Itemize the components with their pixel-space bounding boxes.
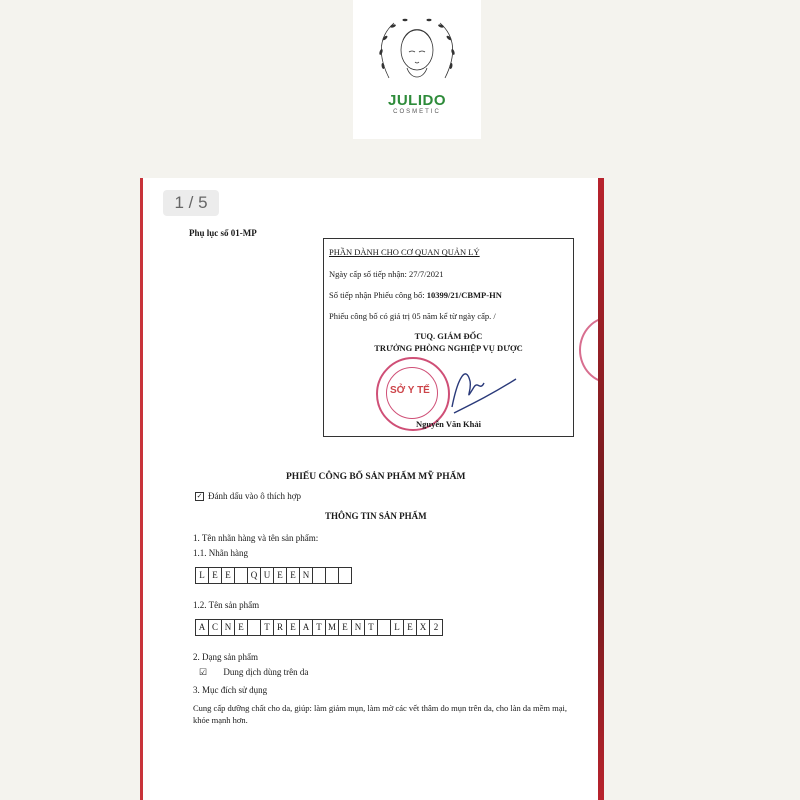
grid-cell <box>326 568 339 583</box>
grid-cell: R <box>274 620 287 635</box>
checkbox-note: Đánh dấu vào ô thích hợp <box>208 491 301 501</box>
product-form: Dung dịch dùng trên da <box>223 667 309 677</box>
receipt-date: Ngày cấp số tiếp nhận: 27/7/2021 <box>329 269 444 279</box>
grid-cell: E <box>222 568 235 583</box>
question-2: 2. Dạng sản phẩm <box>193 652 258 662</box>
grid-cell: X <box>417 620 430 635</box>
document-page[interactable] <box>143 178 604 800</box>
signature-icon <box>444 357 524 417</box>
product-name-grid <box>195 619 443 636</box>
brand-logo <box>353 0 481 139</box>
grid-cell: C <box>209 620 222 635</box>
brand-name-grid <box>195 567 352 584</box>
checkbox-icon: ✓ <box>196 492 203 501</box>
grid-cell: T <box>313 620 326 635</box>
grid-cell: E <box>209 568 222 583</box>
question-1: 1. Tên nhãn hàng và tên sản phẩm: <box>193 533 319 543</box>
grid-cell <box>339 568 351 583</box>
receipt-number-row <box>329 290 502 300</box>
product-form-row <box>199 667 308 678</box>
grid-cell <box>235 568 248 583</box>
grid-cell: N <box>352 620 365 635</box>
grid-cell <box>248 620 261 635</box>
grid-cell: 2 <box>433 622 439 632</box>
checkmark-icon: ☑ <box>199 667 208 677</box>
grid-cell: A <box>300 620 313 635</box>
page-indicator: 1 / 5 <box>163 190 219 216</box>
grid-cell: T <box>365 620 378 635</box>
grid-cell: N <box>300 568 313 583</box>
receipt-number-label: Số tiếp nhận Phiếu công bố: <box>329 290 425 300</box>
purpose-description: Cung cấp dưỡng chất cho da, giúp: làm giảm mụn, làm mờ các vết thâm do mụn trên da, cho làn da mềm mại, khỏe mạnh hơn. <box>193 703 568 725</box>
brand-name: JULIDO <box>387 92 446 109</box>
question-1-1: 1.1. Nhãn hàng <box>193 548 248 558</box>
checkbox-note-row <box>195 491 301 501</box>
grid-cell: E <box>274 568 287 583</box>
management-box <box>323 238 574 437</box>
signer-title-2: TRƯỞNG PHÒNG NGHIỆP VỤ DƯỢC <box>374 343 523 353</box>
document-right-edge <box>598 178 604 800</box>
stamp-text: SỞ Y TẾ <box>390 385 430 396</box>
grid-cell: L <box>391 620 404 635</box>
management-box-title: PHẦN DÀNH CHO CƠ QUAN QUẢN LÝ <box>329 247 480 257</box>
grid-cell: U <box>261 568 274 583</box>
grid-cell: M <box>326 620 339 635</box>
grid-cell: E <box>339 620 352 635</box>
grid-cell: E <box>404 620 417 635</box>
grid-cell <box>378 620 391 635</box>
validity-note: Phiếu công bố có giá trị 05 năm kể từ ngày cấp. / <box>329 311 496 321</box>
appendix-label: Phụ lục số 01-MP <box>189 228 257 238</box>
receipt-number: 10399/21/CBMP-HN <box>426 290 502 300</box>
grid-cell: Q <box>248 568 261 583</box>
grid-cell: E <box>287 568 300 583</box>
question-1-2: 1.2. Tên sản phẩm <box>193 600 260 610</box>
grid-cell: L <box>196 568 209 583</box>
section-title: THÔNG TIN SẢN PHẨM <box>325 511 427 521</box>
woman-leaf-logo-icon <box>359 8 475 92</box>
grid-cell <box>313 568 326 583</box>
form-title: PHIẾU CÔNG BỐ SẢN PHẨM MỸ PHẨM <box>286 472 466 482</box>
grid-cell: N <box>222 620 235 635</box>
grid-cell: E <box>235 620 248 635</box>
signer-title-1: TUQ. GIÁM ĐỐC <box>414 331 483 341</box>
signer-name: Nguyễn Văn Khải <box>415 419 482 429</box>
grid-cell: A <box>196 620 209 635</box>
brand-subtitle: COSMETIC <box>393 109 441 115</box>
grid-cell: T <box>261 620 274 635</box>
question-3: 3. Mục đích sử dụng <box>193 685 268 695</box>
grid-cell: E <box>287 620 300 635</box>
